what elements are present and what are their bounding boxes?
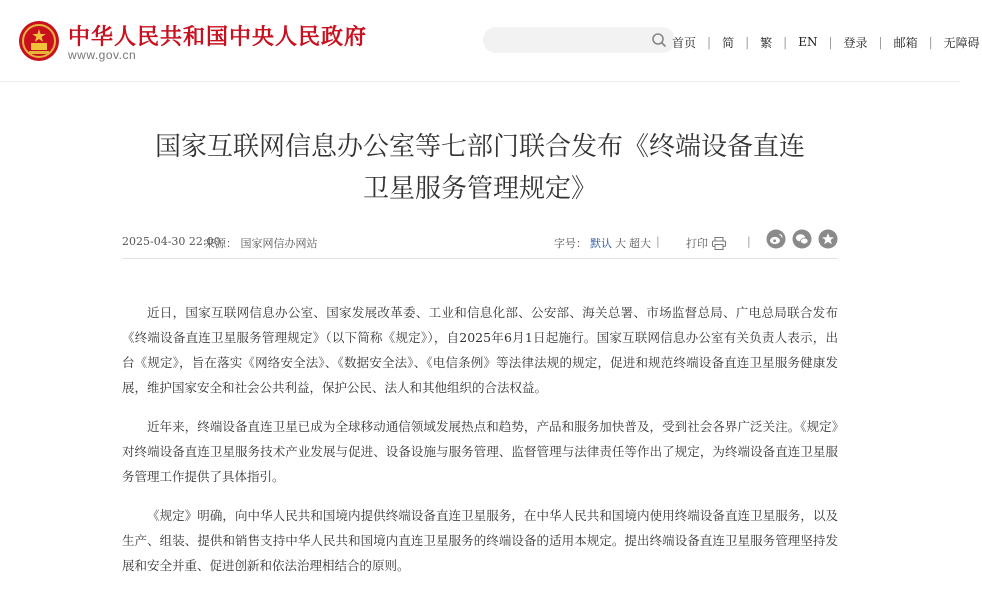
font-size-xlarge[interactable]: 超大 [629, 237, 651, 250]
meta-divider: | [656, 235, 660, 248]
favorite-star-icon[interactable] [818, 229, 838, 249]
font-size-label: 字号： [554, 237, 587, 250]
print-label: 打印 [686, 237, 708, 250]
print-button[interactable] [686, 235, 726, 251]
nav-divider: | [745, 35, 750, 49]
search-input[interactable] [483, 27, 675, 53]
nav-home[interactable]: 首页 [672, 35, 697, 50]
article-title-line2: 卫星服务管理规定》 [362, 174, 597, 204]
nav-simplified[interactable]: 简 [722, 35, 735, 50]
nav-login[interactable]: 登录 [843, 35, 868, 50]
article-paragraph: 近日，国家互联网信息办公室、国家发展改革委、工业和信息化部、公安部、海关总署、市场监督总局、广电总局联合发布《终端设备直连卫星服务管理规定》（以下简称《规定》），自2025年6月1日起施行。国家互联网信息办公室有关负责人表示，出台《规定》，旨在落实《网络安全法》、《数据安全法》、《电信条例》等法律法规的规定，促进和规范终端设备直连卫星服务健康发展，维护国家安全和社会公共利益，保护公民、法人和其他组织的合法权益。 [122, 305, 838, 395]
article-title-line1: 国家互联网信息办公室等七部门联合发布《终端设备直连 [154, 132, 805, 162]
nav-mail[interactable]: 邮箱 [893, 35, 918, 50]
nav-accessibility[interactable]: 无障碍 [943, 35, 980, 50]
nav-divider: | [928, 35, 933, 49]
printer-icon [712, 237, 726, 250]
font-size-default[interactable]: 默认 [590, 237, 612, 250]
article-meta [122, 229, 838, 259]
article-source: 来源： 国家网信办网站 [204, 237, 318, 250]
article-title [112, 126, 848, 210]
site-url: www.gov.cn [68, 48, 137, 62]
site-name[interactable]: 中华人民共和国中央人民政府 [68, 25, 368, 50]
nav-divider: | [878, 35, 883, 49]
wechat-share-icon[interactable] [792, 229, 812, 249]
nav-divider: | [783, 35, 788, 49]
nav-divider: | [707, 35, 712, 49]
article-paragraph: 《规定》明确，向中华人民共和国境内提供终端设备直连卫星服务，在中华人民共和国境内使用终端设备直连卫星服务，以及生产、组装、提供和销售支持中华人民共和国境内直连卫星服务的终端设备的适用本规定。提出终端设备直连卫星服务管理坚持发展和安全并重、促进创新和依法治理相结合的原则。 [122, 508, 838, 573]
top-nav [670, 32, 982, 52]
publish-date: 2025-04-30 22:00 [122, 235, 221, 248]
nav-traditional[interactable]: 繁 [760, 35, 773, 50]
article-paragraph: 近年来，终端设备直连卫星已成为全球移动通信领域发展热点和趋势，产品和服务加快普及，受到社会各界广泛关注。《规定》对终端设备直连卫星服务技术产业发展与促进、设备设施与服务管理、监督管理与法律责任等作出了规定，为终端设备直连卫星服务管理工作提供了具体指引。 [122, 419, 838, 484]
site-header [0, 0, 980, 82]
article-body [122, 300, 838, 592]
search-icon[interactable] [651, 32, 667, 48]
nav-divider: | [828, 35, 833, 49]
font-size-large[interactable]: 大 [615, 237, 626, 250]
font-size-switch [554, 235, 651, 251]
national-emblem-icon[interactable] [18, 20, 60, 62]
meta-divider: | [747, 235, 751, 248]
weibo-share-icon[interactable] [766, 229, 786, 249]
nav-english[interactable]: EN [798, 35, 818, 49]
